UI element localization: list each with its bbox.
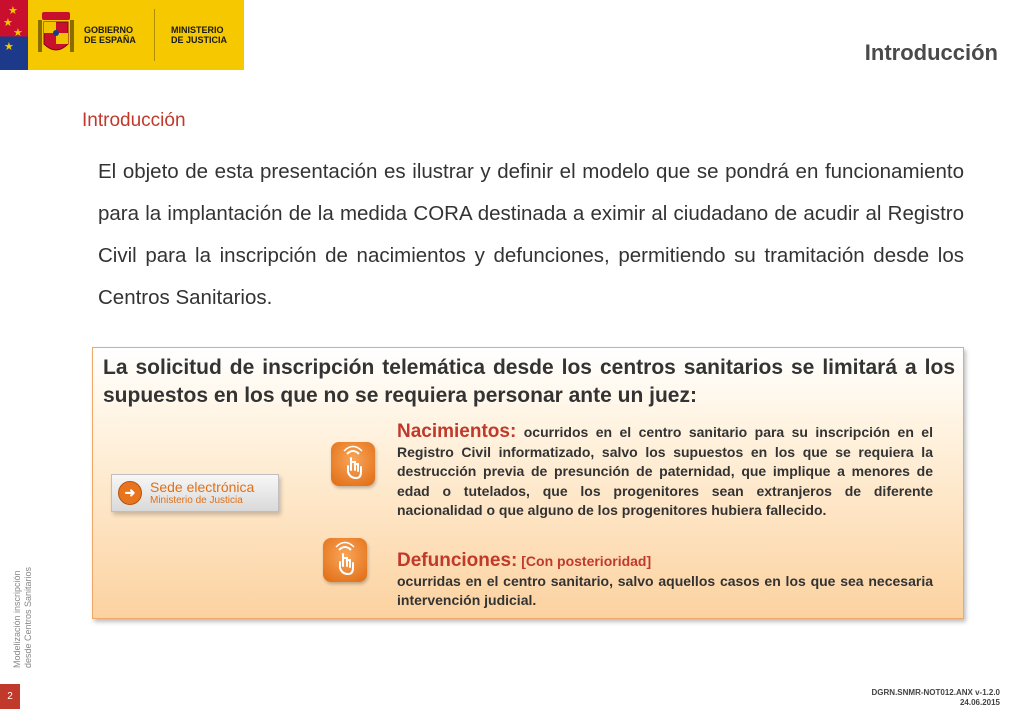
callout-box [92, 347, 964, 619]
side-note-line-2: desde Centros Sanitarios [23, 566, 33, 668]
ministry-name [171, 25, 233, 45]
government-name [84, 25, 146, 45]
doc-ref-line-2: 24.06.2015 [959, 698, 1000, 707]
hand-tap-icon [331, 442, 375, 486]
item-lead: Nacimientos: [397, 421, 517, 442]
item-text: ocurridas en el centro sanitario, salvo aquellos casos en los que sea necesaria intervención judicial. [397, 572, 933, 608]
item-text: ocurridos en el centro sanitario para su inscripción en el Registro Civil informatizado, salvo los supuestos en los que se requiera la destrucción previa de presunción de paternidad, que implique a menores de edad o tutelados, que los progenitores sean extranjeros de diferente nacionalidad o que alguno de los progenitores hubiera fallecido. [397, 424, 933, 518]
arrow-right-icon: ➜ [118, 481, 142, 505]
gov-line-2: DE ESPAÑA [84, 35, 136, 45]
ministry-line-2: DE JUSTICIA [171, 35, 228, 45]
side-note [12, 538, 42, 668]
hand-tap-icon [323, 538, 367, 582]
page-title: Introducción [864, 40, 998, 65]
bracket-text: Con posterioridad [525, 553, 647, 569]
callout-heading: La solicitud de inscripción telemática desde los centros sanitarios se limitará a los supuestos en los que no se requiera personar ante un juez: [103, 356, 955, 407]
list-item-nacimientos [397, 422, 933, 521]
sede-subtitle: Ministerio de Justicia [150, 495, 243, 506]
bracket-close: ] [646, 553, 652, 569]
government-logo [0, 0, 244, 70]
coat-of-arms-icon [36, 10, 76, 60]
star-icon: ★ [13, 27, 23, 39]
section-title: Introducción [82, 110, 186, 131]
document-reference [872, 688, 1000, 708]
sede-title: Sede electrónica [150, 479, 255, 495]
sede-electronica-button[interactable] [111, 474, 279, 512]
side-note-line-1: Modelización inscripción [12, 570, 22, 668]
item-lead: Defunciones: [397, 550, 518, 571]
list-item-defunciones [397, 551, 933, 611]
star-icon: ★ [4, 41, 14, 53]
ministry-line-1: MINISTERIO [171, 25, 224, 35]
star-icon: ★ [8, 5, 18, 17]
page-number: 2 [0, 684, 20, 709]
eu-flag-strip [0, 0, 28, 70]
intro-paragraph: El objeto de esta presentación es ilustrar y definir el modelo que se pondrá en funcionamiento para la implantación de la medida CORA destinada a eximir al ciudadano de acudir al Registro Civil para la inscripción de nacimientos y defunciones, permitiendo su tramitación desde los Centros Sanitarios. [98, 160, 964, 309]
doc-ref-line-1: DGRN.SNMR-NOT012.ANX v-1.2.0 [871, 688, 1000, 697]
logo-divider [154, 9, 155, 61]
star-icon: ★ [3, 17, 13, 29]
bracket-open: [ [517, 553, 526, 569]
gov-line-1: GOBIERNO [84, 25, 134, 35]
